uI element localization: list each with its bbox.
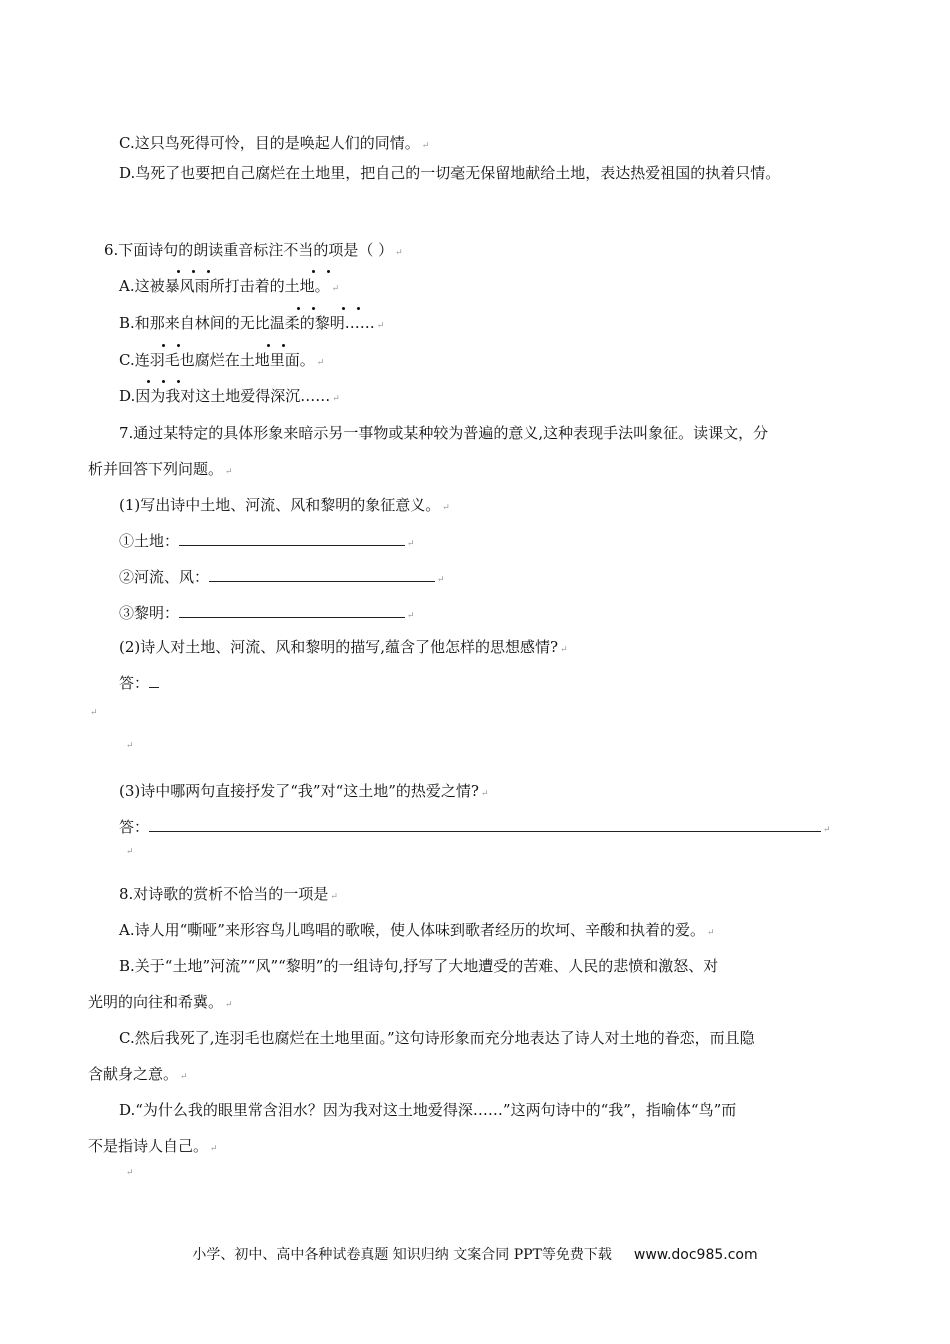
q8-option-b-line2: 光明的向往和希冀。 ↵ [88,993,233,1011]
answer-blank[interactable] [179,531,405,546]
emphasis-dot [192,270,195,273]
q5-option-c: C.这只鸟死得可怜，目的是唤起人们的同情。 ↵ [119,134,430,152]
emphasis-dot [282,344,285,347]
q6-option-c: C.连羽毛也腐烂在土地里面。 ↵ [119,351,325,369]
q8-option-c-line2: 含献身之意。 ↵ [88,1065,188,1083]
emphasis-dot [312,270,315,273]
q7-answer3: 答： ↵ [119,818,831,836]
answer-blank[interactable] [149,673,159,688]
page-footer [0,1245,950,1265]
emphasis-dot [162,380,165,383]
q7-stem-line1: 7.通过某特定的具体形象来暗示另一事物或某种较为普遍的意义,这种表现手法叫象征。读课文，分 [119,424,769,442]
emphasis-dot [312,307,315,310]
paragraph-mark: ↵ [126,847,134,857]
q7-answer2: 答： [119,673,159,693]
q7-sub1: (1)写出诗中土地、河流、风和黎明的象征意义。 ↵ [119,496,450,514]
emphasis-dot [297,307,300,310]
q7-sub2: (2)诗人对土地、河流、风和黎明的描写,蕴含了他怎样的思想感情? ↵ [119,638,568,656]
emphasis-dot [267,344,270,347]
paragraph-mark: ↵ [126,1168,134,1178]
q8-option-d-line1: D.“为什么我的眼里常含泪水？因为我对这土地爱得深……”这两句诗中的“我”，指喻体“鸟”而 [119,1101,737,1119]
q8-option-c-line1: C.然后我死了,连羽毛也腐烂在土地里面。”这句诗形象而充分地表达了诗人对土地的眷恋，而且隐 [119,1029,755,1047]
footer-text: 小学、初中、高中各种试卷真题 知识归纳 文案合同 PPT等免费下载 [192,1247,612,1263]
q8-stem: 8.对诗歌的赏析不恰当的一项是 ↵ [119,885,338,903]
emphasis-dot [177,270,180,273]
paragraph-mark: ↵ [126,741,134,751]
q7-sub3: (3)诗中哪两句直接抒发了“我”对“这土地”的热爱之情? ↵ [119,782,489,800]
emphasis-dot [357,307,360,310]
q6-option-a: A.这被暴风雨所打击着的土地。 ↵ [119,277,340,295]
q8-option-b-line1: B.关于“土地”河流”“风”“黎明”的一组诗句,抒写了大地遭受的苦难、人民的悲愤和激怒、对 [119,957,719,975]
footer-site-link[interactable]: www.doc985.com [633,1247,758,1263]
paragraph-mark: ↵ [90,708,98,718]
emphasis-dot [162,344,165,347]
q7-fill-land: ①土地： ↵ [119,532,415,550]
emphasis-dot [177,380,180,383]
q6-option-d: D.因为我对这土地爱得深沉…… ↵ [119,387,340,405]
q8-option-a: A.诗人用“嘶哑”来形容鸟儿鸣唱的歌喉，使人体味到歌者经历的坎坷、辛酸和执着的爱。 ↵ [119,921,715,939]
q7-stem-line2: 析并回答下列问题。 ↵ [88,460,233,478]
emphasis-dot [327,270,330,273]
q8-option-d-line2: 不是指诗人自己。 ↵ [88,1137,218,1155]
q6-option-b: B.和那来自林间的无比温柔的黎明…… ↵ [119,314,385,332]
q5-option-d: D.鸟死了也要把自己腐烂在土地里，把自己的一切毫无保留地献给土地，表达热爱祖国的执着只情。 [119,164,781,182]
emphasis-dot [342,307,345,310]
answer-blank[interactable] [149,817,821,832]
emphasis-dot [147,380,150,383]
q7-fill-river-wind: ②河流、风： ↵ [119,568,445,586]
answer-blank[interactable] [179,603,405,618]
answer-blank[interactable] [209,567,435,582]
q6-stem: 6.下面诗句的朗读重音标注不当的项是（ ） ↵ [104,241,403,259]
q7-fill-dawn: ③黎明： ↵ [119,604,415,622]
emphasis-dot [177,344,180,347]
emphasis-dot [207,270,210,273]
